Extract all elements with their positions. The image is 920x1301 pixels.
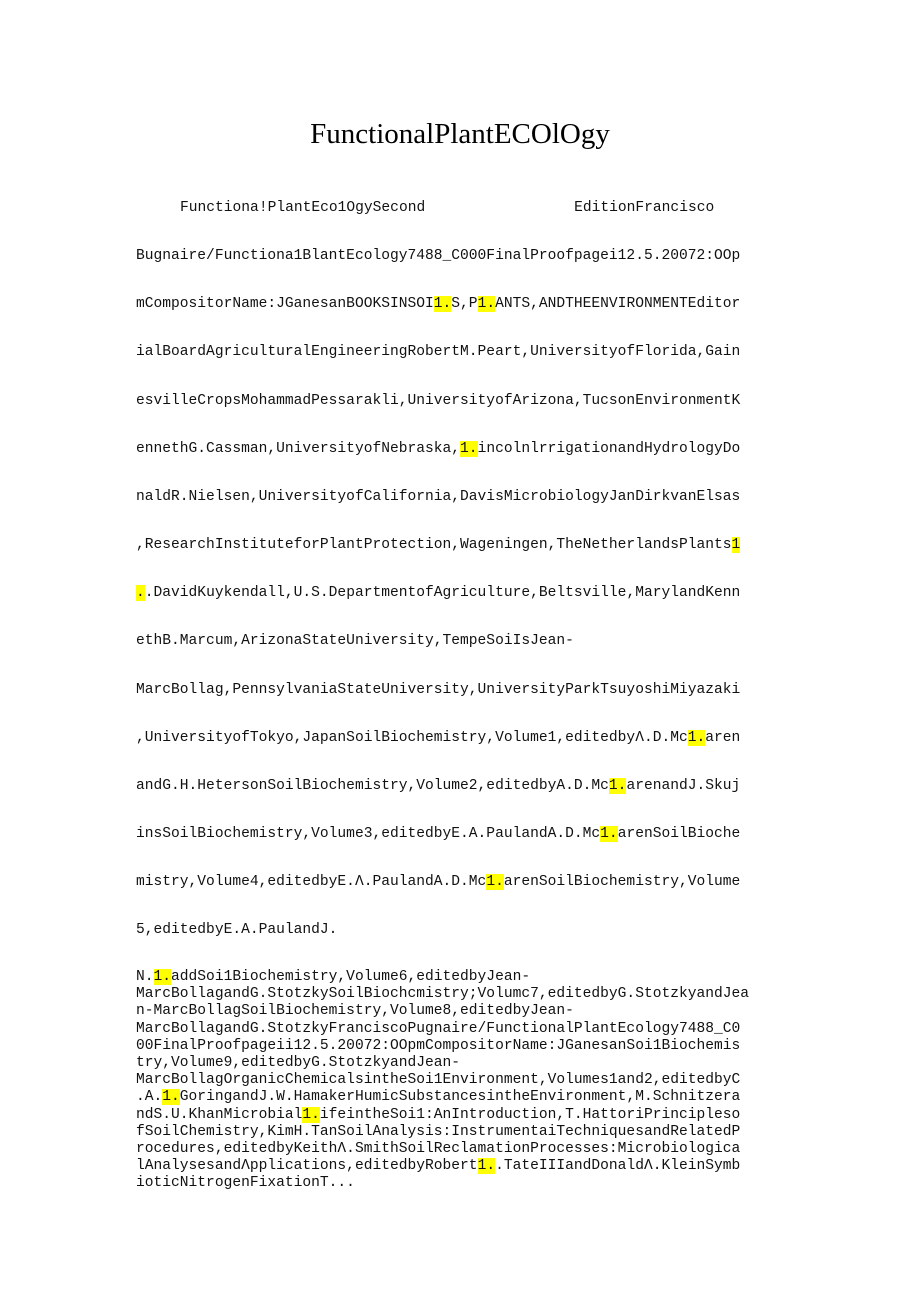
text-line <box>136 344 740 360</box>
highlighted-text: 1. <box>477 1158 496 1175</box>
text-segment: arenSoilBioche <box>617 825 741 842</box>
text-segment: ifeintheSoi1:AnIntroduction,T.HattoriPrincipleso <box>319 1106 741 1123</box>
text-line <box>136 778 740 794</box>
text-line <box>180 200 714 216</box>
text-line <box>136 248 740 264</box>
text-line <box>136 296 740 312</box>
document-title: FunctionalPlantECOlOgy <box>310 118 610 150</box>
text-segment: arenSoilBiochemistry,Volume <box>503 874 741 891</box>
text-segment: ialBoardAgriculturalEngineeringRobertM.Peart,UniversityofFlorida,Gain <box>136 344 741 361</box>
text-line <box>136 826 740 842</box>
text-segment: 5,editedbyE.A.PaulandJ. <box>136 922 338 939</box>
text-line <box>136 633 574 649</box>
text-segment: naldR.Nielsen,UniversityofCalifornia,DavisMicrobiologyJanDirkvanElsas <box>136 488 741 505</box>
text-segment: ennethG.Cassman,UniversityofNebraska, <box>136 440 461 457</box>
text-segment: MarcBollag,PennsylvaniaStateUniversity,UniversityParkTsuyoshiMiyazaki <box>136 681 741 698</box>
text-segment: mistry,Volume4,editedbyE.Λ.PaulandA.D.Mc <box>136 874 487 891</box>
highlighted-text: 1. <box>433 296 452 313</box>
text-line <box>136 922 337 938</box>
highlighted-text: 1. <box>162 1089 180 1106</box>
text-line <box>136 1055 749 1072</box>
text-segment: n-MarcBollagSoilBiochemistry,Volume8,editedbyJean- <box>136 1003 574 1020</box>
text-segment: Functiona!PlantEco1OgySecond EditionFrancisco <box>180 200 715 216</box>
text-line <box>136 585 740 601</box>
text-segment: andG.H.HetersonSoilBiochemistry,Volume2,editedbyA.D.Mc <box>136 777 609 794</box>
text-segment: ndS.U.KhanMicrobial <box>136 1106 303 1123</box>
text-segment: addSoi1Biochemistry,Volume6,editedbyJean- <box>171 969 531 985</box>
text-segment: lAnalysesandΛpplications,editedbyRobert <box>136 1158 478 1175</box>
text-line <box>136 1124 749 1141</box>
text-segment: insSoilBiochemistry,Volume3,editedbyE.A.PaulandA.D.Mc <box>136 825 601 842</box>
text-line <box>136 1003 749 1020</box>
highlighted-text: 1. <box>600 825 618 842</box>
text-segment: .A. <box>136 1089 163 1106</box>
text-segment: N. <box>136 969 154 985</box>
text-segment: mCompositorName:JGanesanBOOKSINSOI <box>136 296 434 313</box>
text-segment: GoringandJ.W.HamakerHumicSubstancesintheEnvironment,M.Schnitzera <box>179 1089 741 1106</box>
text-segment: Bugnaire/Functiona1BlantEcology7488_C000FinalProofpagei12.5.20072:OOp <box>136 248 741 265</box>
text-segment: incolnlrrigationandHydrologyDo <box>477 440 741 457</box>
text-line <box>136 489 740 505</box>
text-segment: .DavidKuykendall,U.S.DepartmentofAgriculture,Beltsville,MarylandKenn <box>144 585 741 602</box>
highlighted-text: 1. <box>302 1106 320 1123</box>
highlighted-text: 1. <box>486 874 504 891</box>
text-line <box>136 1021 749 1038</box>
dense-text-block <box>136 969 749 1193</box>
text-line <box>136 393 740 409</box>
highlighted-text: 1. <box>608 777 627 794</box>
text-segment: MarcBollagOrganicChemicalsintheSoi1Environment,Volumes1and2,editedbyC <box>136 1072 741 1089</box>
text-segment: ,ResearchInstituteforPlantProtection,Wageningen,TheNetherlandsPlants <box>136 537 732 554</box>
highlighted-text: 1. <box>477 296 496 313</box>
text-line <box>136 1072 749 1089</box>
text-segment: .TateIIIandDonaldΛ.KleinSymb <box>495 1158 741 1175</box>
text-segment: S,P <box>451 296 478 313</box>
text-segment: aren <box>705 729 741 746</box>
text-segment: fSoilChemistry,KimH.TanSoilAnalysis:InstrumentaiTechniquesandRelatedP <box>136 1123 741 1140</box>
text-line <box>136 682 740 698</box>
text-line <box>136 537 740 553</box>
text-segment: 00FinalProofpageii12.5.20072:OOpmCompositorName:JGanesanSoi1Biochemis <box>136 1037 741 1054</box>
text-line <box>136 730 740 746</box>
text-segment: ioticNitrogenFixationT... <box>136 1175 355 1192</box>
text-line <box>136 441 740 457</box>
text-segment: arenandJ.Skuj <box>626 777 741 794</box>
text-line <box>136 1107 749 1124</box>
text-line <box>136 969 749 986</box>
text-line <box>136 1141 749 1158</box>
text-segment: MarcBollagandG.StotzkyFranciscoPugnaire/FunctionalPlantEcology7488_C0 <box>136 1020 741 1037</box>
highlighted-text: 1. <box>687 729 706 746</box>
text-line <box>136 1175 749 1192</box>
text-segment: rocedures,editedbyKeithΛ.SmithSoilReclamationProcesses:Microbiologica <box>136 1141 741 1158</box>
text-segment: ANTS,ANDTHEENVIRONMENTEditor <box>495 296 741 313</box>
highlighted-text: 1 <box>731 537 741 554</box>
text-line <box>136 1089 749 1106</box>
text-line <box>136 874 740 890</box>
text-line <box>136 1158 749 1175</box>
highlighted-text: . <box>136 585 145 602</box>
text-line <box>136 1038 749 1055</box>
text-segment: esvilleCropsMohammadPessarakli,UniversityofArizona,TucsonEnvironmentK <box>136 392 741 409</box>
highlighted-text: 1. <box>460 440 478 457</box>
text-segment: try,Volume9,editedbyG.StotzkyandJean- <box>136 1055 461 1072</box>
highlighted-text: 1. <box>153 969 172 985</box>
text-line <box>136 986 749 1003</box>
text-segment: ethB.Marcum,ArizonaStateUniversity,TempeSoiIsJean- <box>136 633 574 650</box>
text-segment: MarcBollagandG.StotzkySoilBiochcmistry;Volumc7,editedbyG.StotzkyandJea <box>136 986 750 1003</box>
text-segment: ,UniversityofTokyo,JapanSoilBiochemistry,Volume1,editedbyΛ.D.Mc <box>136 729 688 746</box>
